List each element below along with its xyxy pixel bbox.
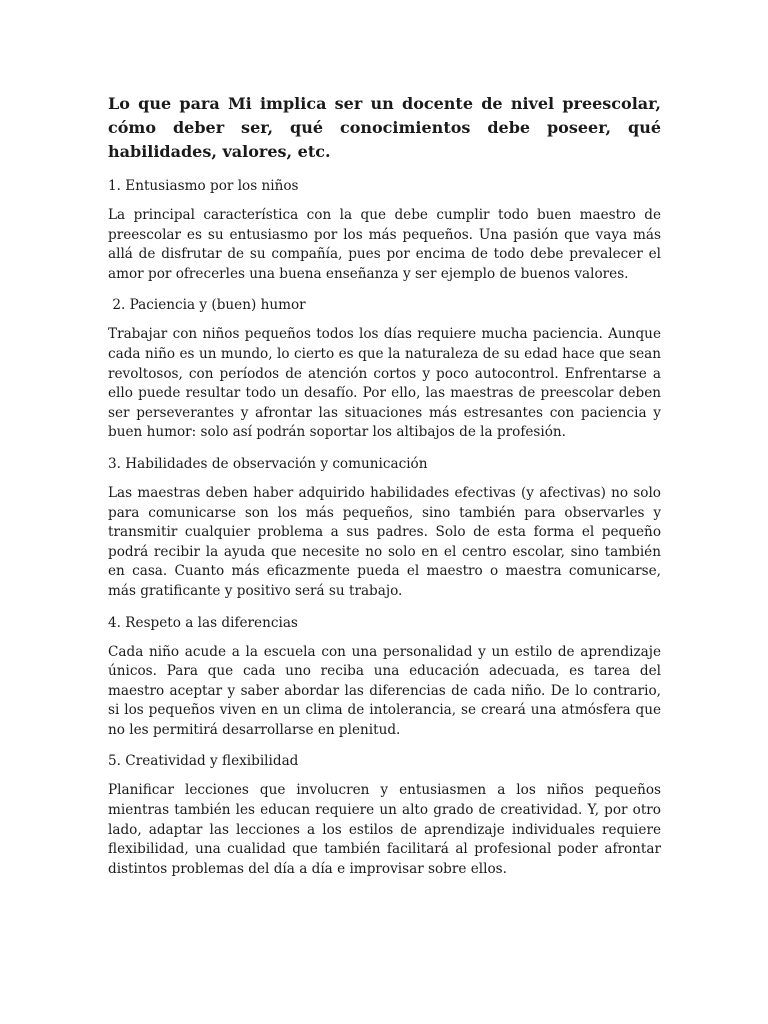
section-paragraph: Cada niño acude a la escuela con una personalidad y un estilo de aprendizaje únicos. Para que cada uno reciba una educación adecuada, es tarea del maestro aceptar y saber abordar las diferencias de cada niño. De lo contrario, si los pequeños viven en un clima de intolerancia, se creará una atmósfera que no les permitirá desarrollarse en plenitud. bbox=[108, 643, 661, 738]
section-observacion bbox=[108, 454, 661, 602]
section-creatividad bbox=[108, 751, 661, 879]
section-paragraph: La principal característica con la que debe cumplir todo buen maestro de preescolar es su entusiasmo por los más pequeños. Una pasión que vaya más allá de disfrutar de su compañía, pues por encima de todo debe prevalecer el amor por ofrecerles una buena enseñanza y ser ejemplo de buenos valores. bbox=[108, 207, 661, 282]
document-page bbox=[108, 92, 661, 890]
section-heading: 5. Creatividad y flexibilidad bbox=[108, 753, 299, 770]
section-heading: 4. Respeto a las diferencias bbox=[108, 614, 298, 631]
section-heading: 2. Paciencia y (buen) humor bbox=[108, 297, 306, 314]
section-paragraph: Trabajar con niños pequeños todos los días requiere mucha paciencia. Aunque cada niño es un mundo, lo cierto es que la naturaleza de su edad hace que sean revoltosos, con períodos de atención cortos y poco autocontrol. Enfrentarse a ello puede resultar todo un desafío. Por ello, las maestras de preescolar deben ser perseverantes y afrontar las situaciones más estresantes con paciencia y buen humor: solo así podrán soportar los altibajos de la profesión. bbox=[108, 326, 661, 441]
section-entusiasmo bbox=[108, 176, 661, 284]
section-paragraph: Las maestras deben haber adquirido habilidades efectivas (y afectivas) no solo para comunicarse son los más pequeños, sino también para observarles y transmitir cualquier problema a sus padres. Solo de esta forma el pequeño podrá recibir la ayuda que necesite no solo en el centro escolar, sino también en casa. Cuanto más eficazmente pueda el maestro o maestra comunicarse, más gratificante y positivo será su trabajo. bbox=[108, 484, 661, 599]
document-title: Lo que para Mi implica ser un docente de nivel preescolar, cómo deber ser, qué conocimientos debe poseer, qué habilidades, valores, etc. bbox=[108, 94, 661, 161]
section-paragraph: Planificar lecciones que involucren y entusiasmen a los niños pequeños mientras también les educan requiere un alto grado de creatividad. Y, por otro lado, adaptar las lecciones a los estilos de aprendizaje individuales requiere flexibilidad, una cualidad que también facilitará al profesional poder afrontar distintos problemas del día a día e improvisar sobre ellos. bbox=[108, 782, 661, 877]
section-heading: 1. Entusiasmo por los niños bbox=[108, 178, 299, 194]
section-heading: 3. Habilidades de observación y comunicación bbox=[108, 455, 428, 472]
section-paciencia bbox=[108, 295, 661, 443]
section-respeto bbox=[108, 613, 661, 741]
